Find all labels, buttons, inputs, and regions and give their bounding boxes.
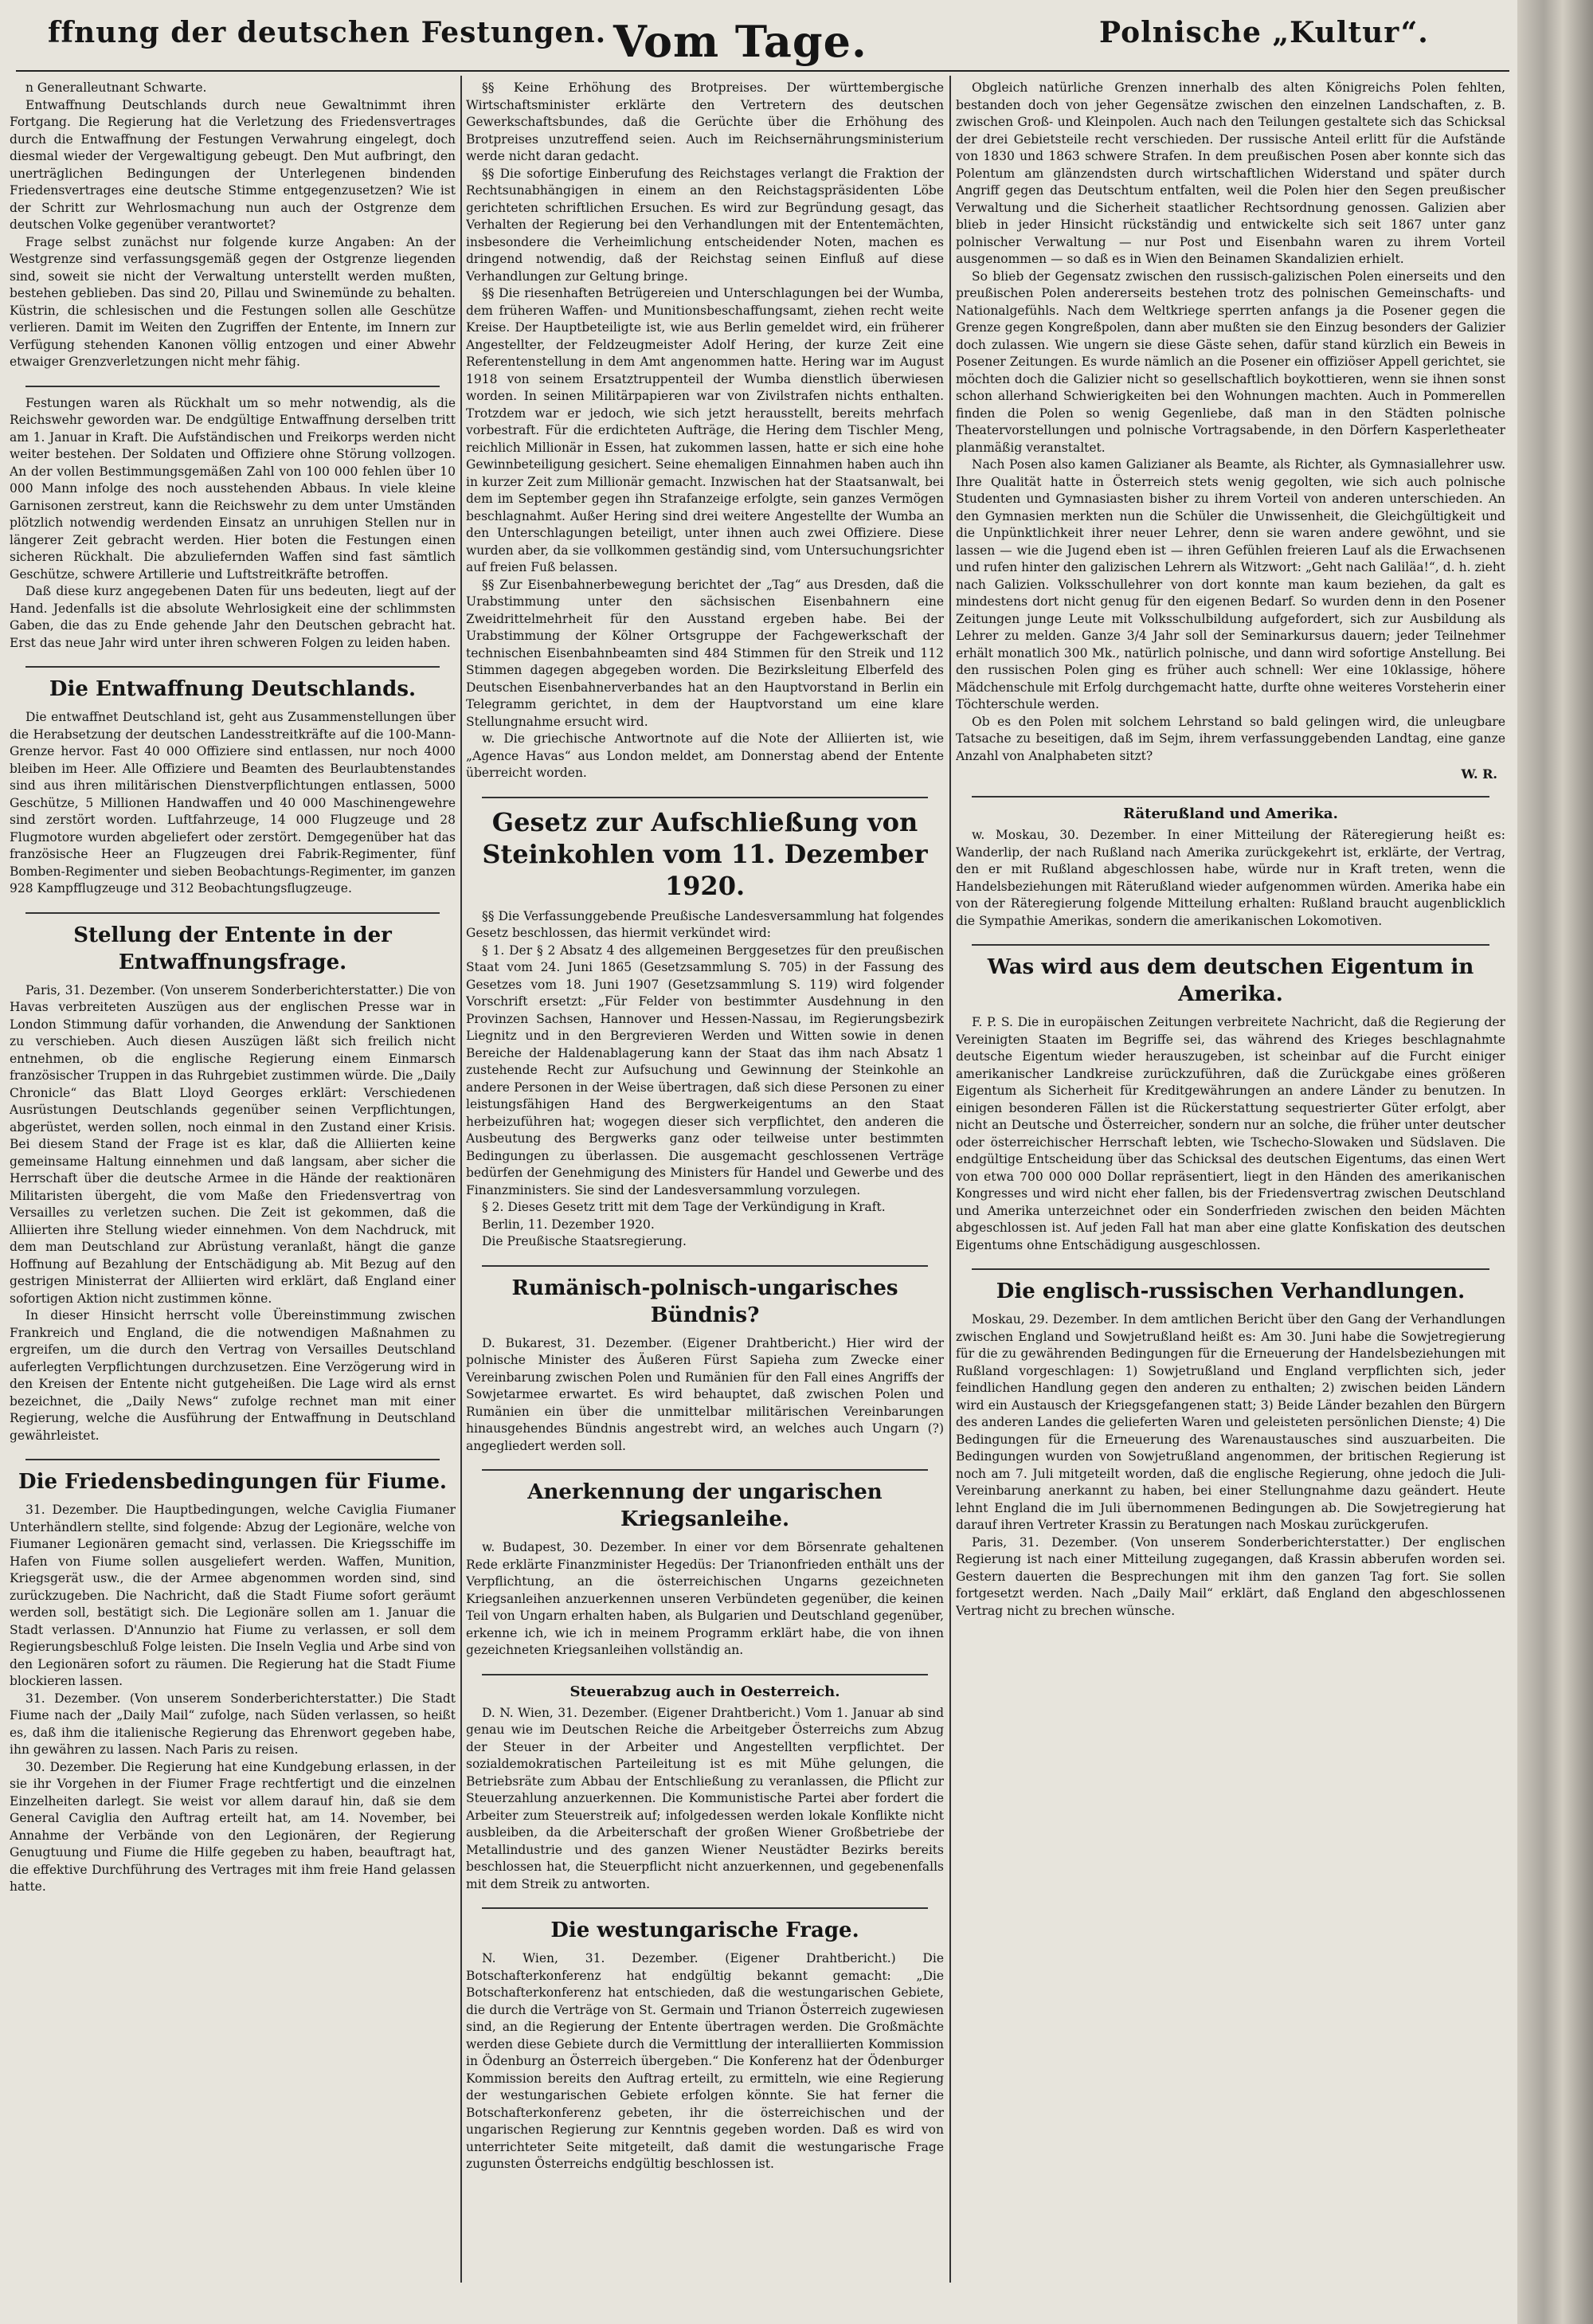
article-paragraph: So blieb der Gegensatz zwischen den russisch-galizischen Polen einerseits und den preußischen Polen andererseits bestehen trotz des polnischen Gemeinschafts- und Nationalgefühls. Nach dem Weltkriege sperrten anfangs ja die Posener gegen die Grenze gegen Kongreßpolen, dann aber mußten sie den Einzug besonders der Galizier doch zulassen. Wie ungern sie diese Gäste sehen, dafür stand kürzlich ein Beweis in Posener Zeitungen. Es wurde nämlich an die Posener ein offiziöser Appell gerichtet, sie möchten doch die Galizier nicht so gesellschaftlich boykottieren, wenn sie ihnen sonst schon allerhand Schwierigkeiten bei den Wohnungen machten. Auch in Pommerellen finden die Polen so wenig Gegenliebe, daß man in den Städten polnische Theatervorstellungen und polnische Vortragsabende, in den Dörfern Kasperletheater planmäßig veranstaltet.: [956, 268, 1505, 455]
article-separator: [482, 1674, 928, 1675]
article-paragraph: §§ Die sofortige Einberufung des Reichstages verlangt die Fraktion der Rechtsunabhängigen in einem an den Reichstagspräsidenten Löbe gerichteten schriftlichen Ersuchen. Es wird zur Begründung gesagt, das Verhalten der Regierung bei den Verhandlungen mit der Ententemächten, insbesondere die Verheimlichung entscheidender Noten, machen es dringend notwendig, daß der Reichstag seinen Einfluß auf diese Verhandlungen zur Geltung bringe.: [466, 166, 944, 284]
top-rule: [16, 70, 1509, 72]
article-paragraph: Moskau, 29. Dezember. In dem amtlichen Bericht über den Gang der Verhandlungen zwischen England und Sowjetrußland heißt es: Am 30. Juni habe die Sowjetregierung für die zu gewährenden Bedingungen für die Erneuerung der Handelsbeziehungen mit Rußland vorgeschlagen: 1) Sowjetrußland und England verpflichten sich, jeder feindlichen Handlung gegen den anderen zu enthalten; 2) zwischen beiden Ländern wird ein Austausch der Kriegsgefangenen statt; 3) Beide Länder bezahlen den Bürgern des anderen Landes die gelieferten Waren und geleisteten persönlichen Dienste; 4) Die Bedingungen für die Erneuerung des Warenaustausches sind auszuarbeiten. Die Bedingungen wurden von Sowjetrußland angenommen, der britischen Regierung ist noch am 7. Juli mitgeteilt worden, daß die englische Regierung, ohne jedoch die Juli-Vereinbarung anerkannt zu haben, bei einer Stellungnahme dazu geändert. Heute lehnt England die im Juli übernommenen Bedingungen ab. Die Sowjetregierung hat darauf ihren Vertreter Krassin zu Beratungen nach Moskau zurückgerufen.: [956, 1312, 1505, 1532]
article-title: Die Friedensbedingungen für Fiume.: [18, 1470, 447, 1494]
article: [466, 1683, 944, 1894]
article: [956, 1278, 1505, 1620]
article-paragraph: Entwaffnung Deutschlands durch neue Gewaltnimmt ihren Fortgang. Die Regierung hat die Verletzung des Friedensvertrages durch die Entwaffnung der Festungen Verwahrung eingelegt, doch diesmal wieder der Vergewaltigung gebeugt. Den Mut aufbringt, den unerträglichen Bedingungen der Unterlegenen bindenden Friedensvertrages eine deutsche Stimme entgegenzusetzen? Wie ist der Schritt zur Wehrlosmachung nun auch der Ostgrenze dem deutschen Volke gegenüber verantwortet?: [10, 97, 456, 232]
article-paragraph: n Generalleutnant Schwarte.: [25, 80, 207, 95]
article-paragraph: Ob es den Polen mit solchem Lehrstand so bald gelingen wird, die unleugbare Tatsache zu beseitigen, daß im Sejm, ihrem verfassunggebenden Landtag, eine ganze Anzahl von Analphabeten sitzt?: [956, 714, 1505, 763]
article-paragraph: § 2. Dieses Gesetz tritt mit dem Tage der Verkündigung in Kraft.: [482, 1200, 886, 1214]
article-paragraph: w. Die griechische Antwortnote auf die Note der Alliierten ist, wie „Agence Havas“ aus London meldet, am Donnerstag abend der Entente überreicht worden.: [466, 731, 944, 780]
article-paragraph: Berlin, 11. Dezember 1920.: [482, 1217, 655, 1232]
article-title: Die Entwaffnung Deutschlands.: [49, 677, 417, 701]
article: [956, 80, 1505, 782]
article-title: Rumänisch-polnisch-ungarisches Bündnis?: [511, 1276, 898, 1327]
article: [10, 922, 456, 1445]
article-paragraph: 31. Dezember. (Von unserem Sonderberichterstatter.) Die Stadt Fiume nach der „Daily Mail“ zufolge, nach Süden verlassen, so heißt es, daß ihm die italienische Regierung das Ehrenwort gegeben habe, ihn gewähren zu lassen. Nach Paris zu reisen.: [10, 1691, 456, 1757]
col2-header: Vom Tage.: [613, 16, 867, 67]
article-separator: [482, 1265, 928, 1267]
article-separator: [972, 944, 1489, 946]
col1-header: ffnung der deutschen Festungen.: [48, 16, 607, 49]
article-paragraph: § 1. Der § 2 Absatz 4 des allgemeinen Berggesetzes für den preußischen Staat vom 24. Juni 1865 (Gesetzsammlung S. 705) in der Fassung des Gesetzes vom 18. Juni 1907 (Gesetzsammlung S. 119) wird folgender Vorschrift ersetzt: „Für Felder von bestimmter Ausdehnung in den Provinzen Sachsen, Hannover und Hessen-Nassau, im Regierungsbezirk Liegnitz und in den Bergrevieren Werden und Witten sowie in denen Bereiche der Haldenablagerung kann der Staat das ihm nach Absatz 1 zustehende Recht zur Aufsuchung und Gewinnung der Steinkohle an andere Personen in der Weise übertragen, daß sich diese Personen zu einer leistungsfähigen Hand des Bergwerkeigentums an den Staat herbeizuführen hat; wogegen dieser sich verpflichtet, den anderen die Ausbeutung des Bergwerks ganz oder teilweise unter bestimmten Bedingungen zu überlassen. Die ausgemacht geschlossenen Verträge bedürfen der Genehmigung des Ministers für Handel und Gewerbe und des Finanzministers. Sie sind der Landesversammlung vorzulegen.: [466, 943, 944, 1197]
article-paragraph: D. N. Wien, 31. Dezember. (Eigener Drahtbericht.) Vom 1. Januar ab sind genau wie im Deutschen Reiche die Arbeitgeber Österreichs zum Abzug der Steuer in der Arbeiter und Angestellten verpflichtet. Der sozialdemokratischen Parteileitung ist es mit Mühe gelungen, die Betriebsräte zum Abbau der Entschließung zu veranlassen, die Pflicht zur Steuerzahlung anzuerkennen. Die Kommunistische Partei aber fordert die Arbeiter zum Steuerstreik auf; infolgedessen werden lokale Konflikte nicht ausbleiben, da die Arbeiterschaft der großen Wiener Großbetriebe der Metallindustrie und des ganzen Wiener Neustädter Bezirks bereits beschlossen hat, die Steuerpflicht nicht anzuerkennen, und gegebenenfalls mit dem Streik zu antworten.: [466, 1705, 944, 1891]
column-divider: [949, 76, 951, 2283]
article-paragraph: N. Wien, 31. Dezember. (Eigener Drahtbericht.) Die Botschafterkonferenz hat endgültig bekannt gemacht: „Die Botschafterkonferenz hat entschieden, daß die westungarischen Gebiete, die durch die Verträge von St. Germain und Trianon Österreich zugewiesen sind, an die Regierung der Entente übertragen werden. Die Großmächte werden diese Gebiete durch die Vermittlung der interalliierten Kommission in Ödenburg an Österreich übergeben.“ Die Konferenz hat der Ödenburger Kommission bereits den Auftrag erteilt, zu ermitteln, wie eine Regierung der westungarischen Gebiete erfolgen könnte. Sie hat ferner die Botschafterkonferenz gebeten, ihr die österreichischen und der ungarischen Regierung zur Kenntnis gegeben worden. Daß es wird von unterrichteter Seite mitgeteilt, daß damit die westungarische Frage zugunsten Österreichs endgültig beschlossen ist.: [466, 1951, 944, 2171]
article: [10, 676, 456, 898]
article: [466, 80, 944, 782]
article-signature: W. R.: [1461, 766, 1497, 782]
article-title: Räterußland und Amerika.: [1123, 805, 1338, 822]
article: [466, 1479, 944, 1660]
article-paragraph: D. Bukarest, 31. Dezember. (Eigener Drahtbericht.) Hier wird der polnische Minister des Äußeren Fürst Sapieha zum Zwecke einer Vereinbarung zwischen Polen und Rumänien für den Fall eines Angriffs der Sowjetarmee erwartet. Es wird behauptet, daß zwischen Polen und Rumänien ein über die unmittelbar militärischen Vereinbarungen hinausgehendes Bündnis angestrebt wird, an welches auch Ungarn (?) angegliedert werden soll.: [466, 1335, 944, 1453]
article-paragraph: §§ Keine Erhöhung des Brotpreises. Der württembergische Wirtschaftsminister erklärte den Vertretern des deutschen Gewerkschaftsbundes, daß die Gerüchte über die Erhöhung des Brotpreises unzutreffend seien. Auch im Reichsernährungsministerium werde nicht daran gedacht.: [466, 80, 944, 163]
column-2: [466, 80, 944, 2279]
article-paragraph: In dieser Hinsicht herrscht volle Übereinstimmung zwischen Frankreich und England, die die notwendigen Maßnahmen zu ergreifen, um die durch den Vertrag von Versailles Deutschland auferlegten Verpflichtungen durchzusetzen. Eine Verzögerung wird in den Kreisen der Entente nicht gutgeheißen. Die Lage wird als ernst bezeichnet, die „Daily News“ zufolge rechnet man mit einer Regierung, welche die Ausführung der Entwaffnung in Deutschland gewährleistet.: [10, 1308, 456, 1443]
article-paragraph: Festungen waren als Rückhalt um so mehr notwendig, als die Reichswehr geworden war. De endgültige Entwaffnung derselben tritt am 1. Januar in Kraft. Die Aufständischen und Freikorps werden nicht weiter bestehen. Der Soldaten und Offiziere ohne Störung vollzogen. An der vollen Bestimmungsgemäßen Zahl von 100 000 fehlen über 10 000 Mann infolge des noch ausstehenden Abbaus. In viele kleine Garnisonen zerstreut, kann die Reichswehr zu dem unter Umständen plötzlich notwendig werdenden Einsatz an unruhigen Stellen nur in längerer Zeit gebracht werden. Hier boten die Festungen einen sicheren Rückhalt. Die abzuliefernden Waffen sind fast sämtlich Geschütze, schwere Artillerie und Luftstreitkräfte betroffen.: [10, 395, 456, 582]
article-title: Die westungarische Frage.: [550, 1918, 859, 1942]
article-title: Gesetz zur Aufschließung von Steinkohlen vom 11. Dezember 1920.: [482, 806, 928, 901]
article: [466, 1917, 944, 2173]
article-paragraph: Frage selbst zunächst nur folgende kurze Angaben: An der Westgrenze sind verfassungsgemäß gegen der Ostgrenze liegenden sind, soweit sie nicht der Verwaltung unterstellt werden mußten, bestehen geblieben. Das sind 20, Pillau und Swinemünde zu behalten. Küstrin, die schlesischen und die Festungen sollen alle Geschütze verlieren. Damit im Weiten den Zugriffen der Entente, im Innern zur Verfügung stehenden Kanonen völlig entzogen und einer Abwehr etwaiger Grenzverletzungen nicht mehr fähig.: [10, 234, 456, 369]
article-title: Steuerabzug auch in Oesterreich.: [569, 1683, 840, 1700]
article-separator: [972, 1268, 1489, 1270]
article: [10, 80, 456, 371]
article-paragraph: §§ Die Verfassunggebende Preußische Landesversammlung hat folgendes Gesetz beschlossen, das hiermit verkündet wird:: [466, 908, 944, 940]
article-paragraph: Die entwaffnet Deutschland ist, geht aus Zusammenstellungen über die Herabsetzung der deutschen Landesstreitkräfte auf die 100-Mann-Grenze hervor. Fast 40 000 Offiziere sind entlassen, nur noch 4000 bleiben im Heer. Alle Offiziere und Beamten des Beurlaubtenstandes sind aus ihren militärischen Dienstverpflichtungen entlassen, 5000 Geschütze, 5 Millionen Handwaffen und 40 000 Maschinengewehre sind zerstört worden. Luftfahrzeuge, 14 000 Flugzeuge und 28 Flugmotore wurden abgeliefert oder zerstört. Demgegenüber hat das französische Heer an Flugzeugen drei Fabrik-Regimenter, fünf Bomben-Regimenter und sieben Beobachtungs-Regimenter, im ganzen 928 Kampfflugzeuge und 312 Beobachtungsflugzeuge.: [10, 710, 456, 896]
article-separator: [25, 912, 440, 914]
article-paragraph: F. P. S. Die in europäischen Zeitungen verbreitete Nachricht, daß die Regierung der Vereinigten Staaten im Begriffe sei, das während des Krieges beschlagnahmte deutsche Eigentum wieder herauszugeben, ist scheinbar auf die Furcht einiger amerikanischer Landkreise zurückzuführen, daß die Zurückgabe eines größeren Eigentum als Sicherheit für Kreditgewährungen an andere Länder zu benutzen. In einigen besonderen Fällen ist die Rückerstattung sequestrierter Güter erfolgt, aber nicht an Deutsche und Österreicher, sondern nur an solche, die früher unter deutscher oder österreichischer Herrschaft lebten, wie Tschecho-Slowaken und Südslaven. Die endgültige Entscheidung über das Schicksal des deutschen Eigentums, das einen Wert von etwa 700 000 000 Dollar repräsentiert, liegt in den Händen des amerikanischen Kongresses und wird nicht eher fallen, bis der Friedensvertrag zwischen Deutschland und Amerika unterzeichnet oder ein Sonderfrieden zwischen den beiden Mächten abgeschlossen ist. Auf jeden Fall hat man aber eine glatte Konfiskation des deutschen Eigentums ohne Entschädigung ausgeschlossen.: [956, 1015, 1505, 1252]
article: [466, 1275, 944, 1456]
page-edge: [1517, 0, 1593, 2324]
article: [10, 395, 456, 653]
article-title: Was wird aus dem deutschen Eigentum in Amerika.: [987, 955, 1474, 1006]
article-paragraph: Die Preußische Staatsregierung.: [482, 1234, 687, 1248]
column-1: [10, 80, 456, 2279]
article-paragraph: Obgleich natürliche Grenzen innerhalb des alten Königreichs Polen fehlten, bestanden doch von jeher Gegensätze zwischen den einzelnen Landschaften, z. B. zwischen Groß- und Kleinpolen. Auch nach den Teilungen gestaltete sich das Schicksal der drei Gebietsteile recht verschieden. Der russische Anteil erlitt für die Aufstände von 1830 und 1863 schwere Strafen. In dem preußischen Posen aber konnte sich das Polentum am glänzendsten durch wirtschaftlichen Widerstand und später durch Angriff gegen das Deutschtum entfalten, weil die Polen hier den Segen preußischer Verwaltung und die Sicherheit staatlicher Rechtsordnung genossen. Galizien aber blieb in jeder Hinsicht rückständig und entwickelte sich seit 1867 unter ganz polnischer Verwaltung — nur Post und Eisenbahn waren zu ihrem Vorteil ausgenommen — so daß es in Wien den Beinamen Skandalizien erhielt.: [956, 80, 1505, 266]
article-separator: [25, 666, 440, 668]
article-separator: [482, 797, 928, 798]
article: [466, 806, 944, 1251]
article-paragraph: Daß diese kurz angegebenen Daten für uns bedeuten, liegt auf der Hand. Jedenfalls ist die absolute Wehrlosigkeit eine der schlimmsten Gaben, die das zu Ende gehende Jahr den Deutschen gebracht hat. Erst das neue Jahr wird unter ihren schweren Folgen zu leiden haben.: [10, 584, 456, 650]
article-separator: [482, 1907, 928, 1909]
article-paragraph: 30. Dezember. Die Regierung hat eine Kundgebung erlassen, in der sie ihr Vorgehen in der Fiumer Frage rechtfertigt und die einzelnen Einzelheiten darlegt. Sie weist vor allem darauf hin, daß sie dem General Caviglia den Auftrag erteilt hat, am 14. November, bei Annahme der Verbände von den Legionären, der Regierung Genugtuung und Fiume die Hilfe gegeben zu haben, beauftragt hat, die effektive Durchführung des Vertrages mit ihm freie Hand gelassen hatte.: [10, 1759, 456, 1894]
article-paragraph: 31. Dezember. Die Hauptbedingungen, welche Caviglia Fiumaner Unterhändlern stellte, sind folgende: Abzug der Legionäre, welche von Fiumaner Legionären gemacht sind, verlassen. Die Kriegsschiffe im Hafen von Fiume sollen ausgeliefert werden. Waffen, Munition, Kriegsgerät usw., die der Armee abgenommen worden sind, sind zurückzugeben. Die Nachricht, daß die Stadt Fiume sofort geräumt werden soll, bestätigt sich. Die Legionäre sollen am 1. Januar die Stadt verlassen. D'Annunzio hat Fiume zu verlassen, er soll dem Regierungsbeschluß Folge leisten. Die Inseln Veglia und Arbe sind von den Legionären sofort zu räumen. Die Regierung hat die Stadt Fiume blockieren lassen.: [10, 1503, 456, 1688]
col3-header: Polnische „Kultur“.: [1099, 16, 1429, 49]
article: [956, 954, 1505, 1254]
article: [10, 1468, 456, 1896]
column-divider: [460, 76, 462, 2283]
column-3: [956, 80, 1505, 2279]
article-paragraph: Paris, 31. Dezember. (Von unserem Sonderberichterstatter.) Die von Havas verbreiteten Auszügen aus der englischen Presse war in London Stimmung dafür vorhanden, die Anwendung der Sanktionen zu verschieben. Auch diesen Auszügen läßt sich freilich nicht entnehmen, ob die englische Regierung einem Einmarsch französischer Truppen in das Ruhrgebiet zustimmen würde. Die „Daily Chronicle“ das Blatt Lloyd Georges erklärt: Verschiedenen Ausrüstungen Deutschlands gegenüber seinen Verpflichtungen, abgerüstet, werden sollen, noch einmal in den Zustand einer Krisis. Bei diesem Stand der Frage ist es klar, daß die Alliierten keine gemeinsame Haltung einnehmen und daß langsam, aber sicher die Herrschaft über die deutsche Armee in die Hände der reaktionären Militaristen übergeht, die vom Maße den Friedensvertrag von Versailles zu verletzen suchen. Die Zeit ist gekommen, daß die Alliierten ihre Stellung wieder einnehmen. Von dem Nachdruck, mit dem man Deutschland zur Abrüstung veranlaßt, hängt die ganze Hoffnung auf Bezahlung der Entschädigung ab. Mit Bezug auf den gestrigen Ministerrat der Alliierten wird erklärt, daß England einer sofortigen Aktion nicht zustimmen könne.: [10, 982, 456, 1306]
article-paragraph: w. Budapest, 30. Dezember. In einer vor dem Börsenrate gehaltenen Rede erklärte Finanzminister Hegedüs: Der Trianonfrieden enthält uns der Verpflichtung, an die österreichischen Ungarns gezeichneten Kriegsanleihen anzuerkennen unseren Verbündeten gegenüber, die keinen Teil von Ungarn erhalten haben, als Bulgarien und Deutschland gegenüber, erkenne ich, wie ich in meinem Programm erklärt habe, die von ihnen gezeichneten Kriegsanleihen vollständig an.: [466, 1540, 944, 1657]
article-title: Anerkennung der ungarischen Kriegsanleihe.: [527, 1480, 883, 1531]
article: [956, 805, 1505, 930]
article-title: Stellung der Entente in der Entwaffnungsfrage.: [73, 923, 392, 974]
article-paragraph: Nach Posen also kamen Galizianer als Beamte, als Richter, als Gymnasiallehrer usw. Ihre Qualität hatte in Österreich stets wenig gegolten, wie sich auch polnische Studenten und Gymnasiasten bisher zu ihrem Vorteil von anderen unterschieden. An den Gymnasien merkten nun die Schüler die Unwissenheit, die Gleichgültigkeit und die Unpünktlichkeit ihrer neuer Lehrer, denn sie waren andere gewöhnt, und sie lassen — wie die Jugend eben ist — ihren Gefühlen freieren Lauf als die Erwachsenen und rufen hinter den galizischen Lehrern als Witzwort: „Geht nach Galiläa!“, d. h. zieht nach Galizien. Volksschullehrer von dort konnte man kaum beziehen, da galt es mindestens dort nicht genug für den eigenen Bedarf. So wurden denn in den Posener Zeitungen junge Leute mit Volksschulbildung aufgefordert, sich zur Ausbildung als Lehrer zu melden. Ganze 3/4 Jahr soll der Seminarkursus dauern; jeder Teilnehmer erhält monatlich 300 Mk., natürlich polnische, und dann wird sofortige Anstellung. Bei den russischen Polen ging es früher auch schnell: Wer eine 10klassige, höhere Mädchenschule mit Erfolg durchgemacht hatte, durfte ohne weiteres Vorsteherin einer Töchterschule werden.: [956, 457, 1505, 711]
article-paragraph: Paris, 31. Dezember. (Von unserem Sonderberichterstatter.) Der englischen Regierung ist nach einer Mitteilung zugegangen, daß Krassin abberufen worden sei. Gestern dauerten die Besprechungen mit ihm den ganzen Tag fort. Sie sollen fortgesetzt werden. Nach „Daily Mail“ erklärt, daß England den abgeschlossenen Vertrag nicht zu brechen wünsche.: [956, 1534, 1505, 1618]
article-paragraph: §§ Zur Eisenbahnerbewegung berichtet der „Tag“ aus Dresden, daß die Urabstimmung unter den sächsischen Eisenbahnern eine Zweidrittelmehrheit für den Ausstand ergeben habe. Bei der Urabstimmung der Kölner Ortsgruppe der Fachgewerkschaft der technischen Eisenbahnbeamten sind 484 Stimmen für den Streik und 112 Stimmen dagegen abgegeben worden. Die Bezirksleitung Elberfeld des Deutschen Eisenbahnerverbandes hat an den Hauptvorstand in Berlin ein Telegramm gerichtet, in dem der Hauptvorstand um eine klare Stellungnahme ersucht wird.: [466, 577, 944, 729]
article-title: Die englisch-russischen Verhandlungen.: [996, 1280, 1466, 1303]
article-separator: [972, 796, 1489, 798]
article-separator: [25, 386, 440, 387]
article-paragraph: w. Moskau, 30. Dezember. In einer Mitteilung der Räteregierung heißt es: Wanderlip, der nach Rußland nach Amerika zurückgekehrt ist, erklärte, der Vertrag, den er mit Rußland abgeschlossen habe, würde nur in Kraft treten, wenn die Handelsbeziehungen mit Räterußland wieder aufgenommen würden. Amerika habe ein von der Räteregierung folgende Mitteilung erhalten: Rußland braucht augenblicklich die Sympathie Amerikas, sondern die amerikanischen Lokomotiven.: [956, 828, 1505, 928]
article-separator: [482, 1469, 928, 1471]
article-separator: [25, 1459, 440, 1460]
article-paragraph: §§ Die riesenhaften Betrügereien und Unterschlagungen bei der Wumba, dem früheren Waffen- und Munitionsbeschaffungsamt, ziehen recht weite Kreise. Der Hauptbeteiligte ist, wie aus Berlin gemeldet wird, ein früherer Angestellter, der Feldzeugmeister Adolf Hering, der kurze Zeit eine Referentenstellung in dem Amt angenommen hatte. Hering war im August 1918 von seinem Ersatztruppenteil der Wumba dienstlich überwiesen worden. In seinen Militärpapieren war von Zivilstrafen nichts enthalten. Trotzdem war er jedoch, wie sich jetzt herausstellt, bereits mehrfach vorbestraft. Für die erdichteten Aufträge, die Hering dem Tischler Meng, reichlich Millionär in Essen, hat zukommen lassen, hatte er sich eine hohe Gewinnbeteiligung gesichert. Seine ehemaligen Einnahmen haben auch ihn in kurzer Zeit zum Millionär gemacht. Inzwischen hat der Staatsanwalt, bei dem im September gegen ihn Strafanzeige erfolgte, sein ganzes Vermögen beschlagnahmt. Außer Hering sind drei weitere Angestellte der Wumba an den Unterschlagungen beteiligt, unter ihnen auch zwei Offiziere. Diese wurden aber, da sie vollkommen geständig sind, vom Untersuchungsrichter auf freien Fuß belassen.: [466, 286, 944, 574]
